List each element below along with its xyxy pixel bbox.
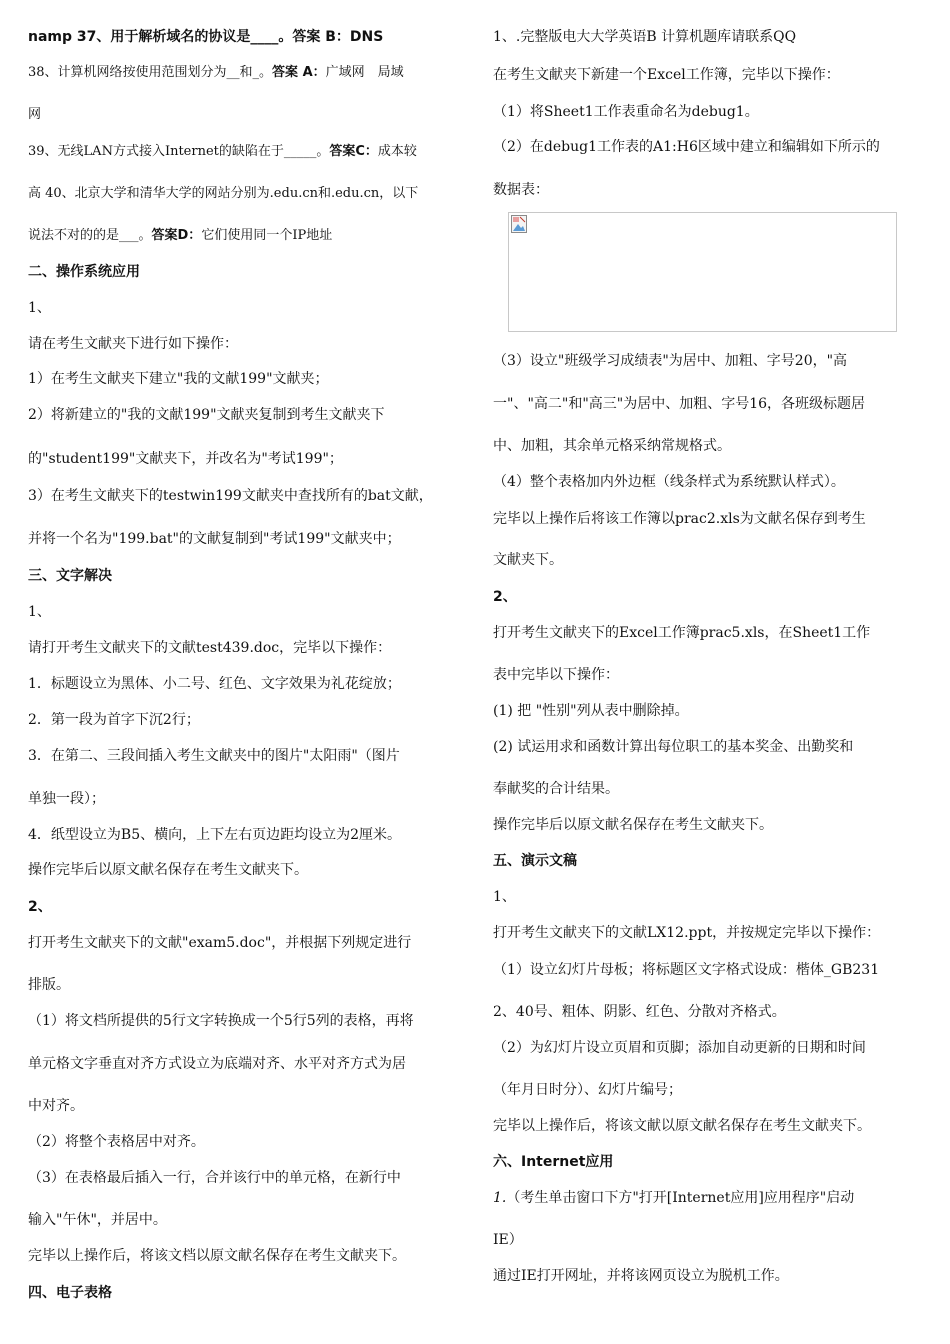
internet-1-line-a (493, 1189, 854, 1207)
excel-1-step-3a: （3）设立"班级学习成绩表"为居中、加粗、字号20，"高 (493, 353, 848, 369)
section-3-table-1c: 中对齐。 (28, 1098, 84, 1114)
ppt-1-save: 完毕以上操作后，将该文献以原文献名保存在考生文献夹下。 (493, 1118, 871, 1134)
section-2-item-2a: 2）将新建立的"我的文献199"文献夹复制到考生文献夹下 (28, 407, 385, 423)
ppt-1-step-2a: （2）为幻灯片设立页眉和页脚；添加自动更新的日期和时间 (493, 1040, 866, 1056)
q37-line: namp 37、用于解析域名的协议是____。答案 B：DNS (28, 29, 384, 45)
section-3-intro-2a: 打开考生文献夹下的文献"exam5.doc"，并根据下列规定进行 (28, 935, 412, 951)
section-3-step-2: 2．第一段为首字下沉2行； (28, 712, 200, 728)
ppt-1-step-2b: （年月日时分）、幻灯片编号； (493, 1082, 682, 1098)
section-3-step-3a: 3．在第二、三段间插入考生文献夹中的图片"太阳雨"（图片 (28, 748, 400, 764)
section-2-item-1: 1）在考生文献夹下建立"我的文献199"文献夹； (28, 371, 329, 387)
q39-question: 39、无线LAN方式接入Internet的缺陷在于_____。 (28, 144, 330, 159)
section-3-table-1b: 单元格文字垂直对齐方式设立为底端对齐、水平对齐方式为居 (28, 1056, 406, 1072)
section-3-intro-2b: 排版。 (28, 977, 70, 993)
section-2-number: 1、 (28, 300, 51, 316)
ppt-1-number: 1、 (493, 889, 516, 905)
section-3-table-3a: （3）在表格最后插入一行，合并该行中的单元格，在新行中 (28, 1170, 401, 1186)
section-6-title: 六、Internet应用 (493, 1154, 614, 1170)
q40-answer-label: 答案D： (151, 228, 202, 243)
section-4-title: 四、电子表格 (28, 1285, 112, 1301)
excel-2-step-2b: 奉献奖的合计结果。 (493, 781, 619, 797)
section-3-number-1: 1、 (28, 604, 51, 620)
section-3-table-4: 完毕以上操作后，将该文档以原文献名保存在考生文献夹下。 (28, 1248, 406, 1264)
excel-2-number: 2、 (493, 589, 517, 605)
excel-1-step-3b: 一"、"高二"和"高三"为居中、加粗、字号16，各班级标题居 (493, 396, 866, 412)
excel-2-intro-a: 打开考生文献夹下的Excel工作簿prac5.xls，在Sheet1工作 (493, 625, 871, 641)
ppt-1-intro: 打开考生文献夹下的文献LX12.ppt，并按规定完毕以下操作： (493, 925, 881, 941)
section-3-table-3b: 输入"午休"，并居中。 (28, 1212, 167, 1228)
section-2-item-3a: 3）在考生文献夹下的testwin199文献夹中查找所有的bat文献， (28, 488, 433, 504)
section-2-item-2b: 的"student199"文献夹下，并改名为"考试199"； (28, 451, 343, 467)
section-3-table-2: （2）将整个表格居中对齐。 (28, 1134, 205, 1150)
section-3-title: 三、文字解决 (28, 568, 112, 584)
excel-1-save-a: 完毕以上操作后将该工作簿以prac2.xls为文献名保存到考生 (493, 511, 866, 527)
q38-question: 38、计算机网络按使用范围划分为__和_。 (28, 65, 273, 80)
section-2-intro: 请在考生文献夹下进行如下操作： (28, 336, 238, 352)
excel-1-step-2a: （2）在debug1工作表的A1:H6区域中建立和编辑如下所示的 (493, 139, 880, 155)
ppt-1-step-1a: （1）设立幻灯片母板；将标题区文字格式设成：楷体_GB231 (493, 962, 880, 978)
internet-1-instruction: 通过IE打开网址，并将该网页设立为脱机工作。 (493, 1268, 789, 1284)
q40-question: 说法不对的的是___。 (28, 228, 152, 243)
excel-2-step-2a: (2) 试运用求和函数计算出每位职工的基本奖金、出勤奖和 (493, 739, 854, 755)
q40-answer: 它们使用同一个IP地址 (201, 228, 333, 243)
q39-line (28, 143, 417, 161)
excel-1-step-4: （4）整个表格加内外边框（线条样式为系统默认样式）。 (493, 474, 845, 490)
section-2-title: 二、操作系统应用 (28, 264, 140, 280)
q39-answer-label: 答案C： (329, 144, 378, 159)
section-3-step-4: 4．纸型设立为B5、横向，上下左右页边距均设立为2厘米。 (28, 827, 402, 843)
ppt-1-step-1b: 2、40号、粗体、阴影、红色、分散对齐格式。 (493, 1004, 786, 1020)
q38-line (28, 64, 404, 82)
section-3-step-5: 操作完毕后以原文献名保存在考生文献夹下。 (28, 862, 308, 878)
excel-1-title: 1、.完整版电大大学英语B 计算机题库请联系QQ (493, 29, 797, 45)
section-3-intro-1: 请打开考生文献夹下的文献test439.doc，完毕以下操作： (28, 640, 392, 656)
excel-1-step-1: （1）将Sheet1工作表重命名为debug1。 (493, 104, 759, 120)
excel-1-step-2b: 数据表： (493, 182, 549, 198)
data-table-image-placeholder (508, 212, 897, 332)
internet-1-text: （考生单击窗口下方"打开[Internet应用]应用程序"启动 (506, 1190, 855, 1206)
q40-line-2 (28, 227, 332, 245)
excel-2-intro-b: 表中完毕以下操作： (493, 667, 619, 683)
excel-1-save-b: 文献夹下。 (493, 552, 563, 568)
section-3-step-3b: 单独一段）； (28, 791, 105, 807)
section-3-number-2: 2、 (28, 899, 52, 915)
q38-answer-label: 答案 A： (272, 65, 326, 80)
section-3-table-1a: （1）将文档所提供的5行文字转换成一个5行5列的表格，再将 (28, 1013, 414, 1029)
excel-2-step-1: (1) 把 "性别"列从表中删除掉。 (493, 703, 689, 719)
excel-2-save: 操作完毕后以原文献名保存在考生文献夹下。 (493, 817, 773, 833)
q40-line-1: 高 40、北京大学和清华大学的网站分别为.edu.cn和.edu.cn，以下 (28, 186, 419, 201)
q38-answer: 广域网 局域 (325, 65, 404, 80)
section-2-item-3b: 并将一个名为"199.bat"的文献复制到"考试199"文献夹中； (28, 531, 401, 547)
broken-image-icon (511, 215, 527, 233)
excel-1-step-3c: 中、加粗，其余单元格采纳常规格式。 (493, 438, 731, 454)
excel-1-intro: 在考生文献夹下新建一个Excel工作簿，完毕以下操作： (493, 67, 840, 83)
q39-answer: 成本较 (377, 144, 417, 159)
q38-line-2: 网 (28, 107, 42, 122)
internet-1-number: 1. (493, 1190, 507, 1206)
internet-1-line-b: IE） (493, 1232, 523, 1248)
section-5-title: 五、演示文稿 (493, 853, 577, 869)
section-3-step-1: 1．标题设立为黑体、小二号、红色、文字效果为礼花绽放； (28, 676, 401, 692)
